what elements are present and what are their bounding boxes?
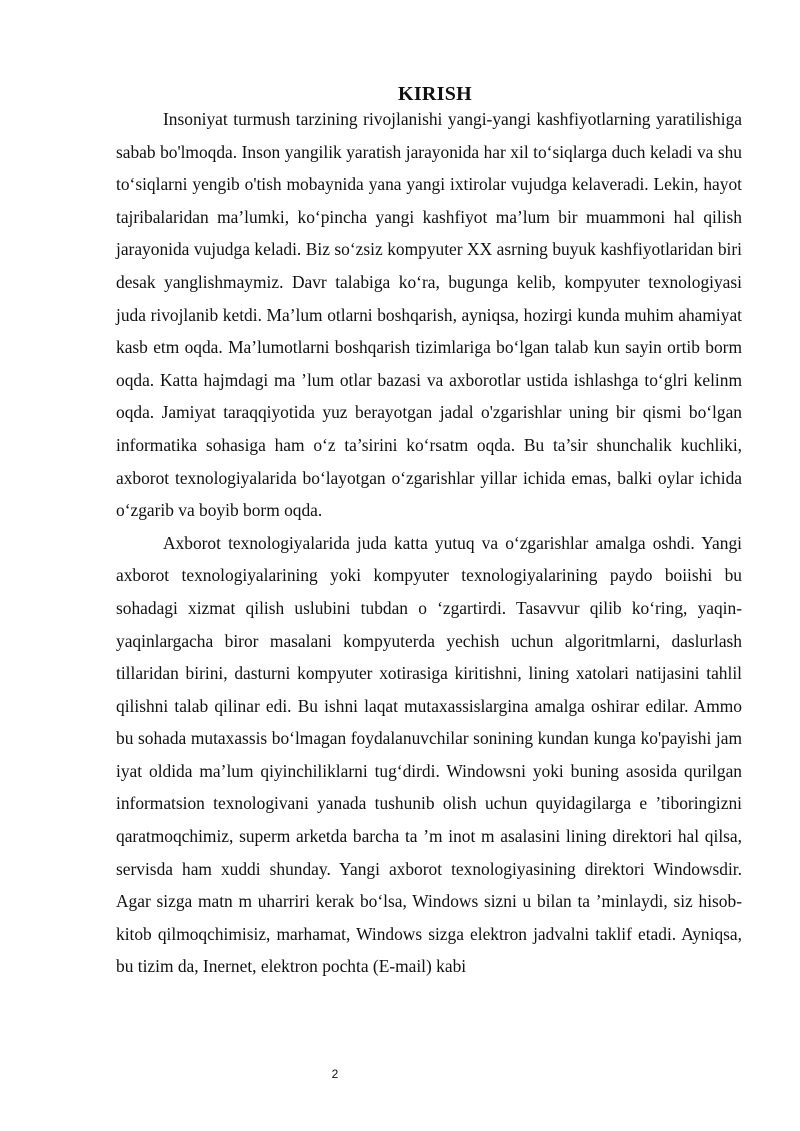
paragraph-2: Axborot texnologiyalarida juda katta yutuq va o‘zgarishlar amalga oshdi. Yangi axborot texnologiyalarining yoki kompyuter texnologiyalarining paydo boiishi bu sohadagi xizmat qilish uslubini tubdan o ‘zgartirdi. Tasavvur qilib ko‘ring, yaqin-yaqinlargacha biror masalani kompyuterda yechish uchun algoritmlarni, daslurlash tillaridan birini, dasturni kompyuter xotirasiga kiritishni, lining xatolari natijasini tahlil qilishni talab qilinar edi. Bu ishni laqat mutaxassislargina amalga oshirar edilar. Ammo bu sohada mutaxassis bo‘lmagan foydalanuvchilar sonining kundan kunga ko'payishi jam iyat oldida ma’lum qiyinchiliklarni tug‘dirdi. Windowsni yoki buning asosida qurilgan informatsion texnologivani yanada tushunib olish uchun quyidagilarga e ’tiboringizni qaratmoqchimiz, superm arketda barcha ta ’m inot m asalasini lining direktori hal qilsa, servisda ham xuddi shunday. Yangi axborot texnologiyasining direktori Windowsdir. Agar sizga matn m uharriri kerak bo‘lsa, Windows sizni u bilan ta ’minlaydi, siz hisob-kitob qilmoqchimisiz, marhamat, Windows sizga elektron jadvalni taklif etadi. Ayniqsa, bu tizim da, Inernet, elektron pochta (E-mail) kabi	[116, 532, 742, 977]
paragraph-1: Insoniyat turmush tarzining rivojlanishi yangi-yangi kashfiyotlarning yaratilishiga sabab bo'lmoqda. Inson yangilik yaratish jarayonida har xil to‘siqlarga duch keladi va shu to‘siqlarni yengib o'tish mobaynida yana yangi ixtirolar vujudga kelaveradi. Lekin, hayot tajribalaridan ma’lumki, ko‘pincha yangi kashfiyot ma’lum bir muammoni hal qilish jarayonida vujudga keladi. Biz so‘zsiz kompyuter XX asrning buyuk kashfiyotlaridan biri desak yanglishmaymiz. Davr talabiga ko‘ra, bugunga kelib, kompyuter texnologiyasi juda rivojlanib ketdi. Ma’lum otlarni boshqarish, ayniqsa, hozirgi kunda muhim ahamiyat kasb etm oqda. Ma’lumotlarni boshqarish tizimlariga bo‘lgan talab kun sayin ortib borm oqda. Katta hajmdagi ma ’lum otlar bazasi va axborotlar ustida ishlashga to‘glri kelinm oqda. Jamiyat taraqqiyotida yuz berayotgan jadal o'zgarishlar uning bir qismi bo‘lgan informatika sohasiga ham o‘z ta’sirini ko‘rsatm oqda. Bu ta’sir shunchalik kuchliki, axborot texnologiyalarida bo‘layotgan o‘zgarishlar yillar ichida emas, balki oylar ichida o‘zgarib va boyib borm oqda.	[116, 109, 742, 521]
page-title: KIRISH	[397, 83, 473, 105]
document-body	[116, 103, 742, 983]
page-number: 2	[331, 1067, 339, 1081]
